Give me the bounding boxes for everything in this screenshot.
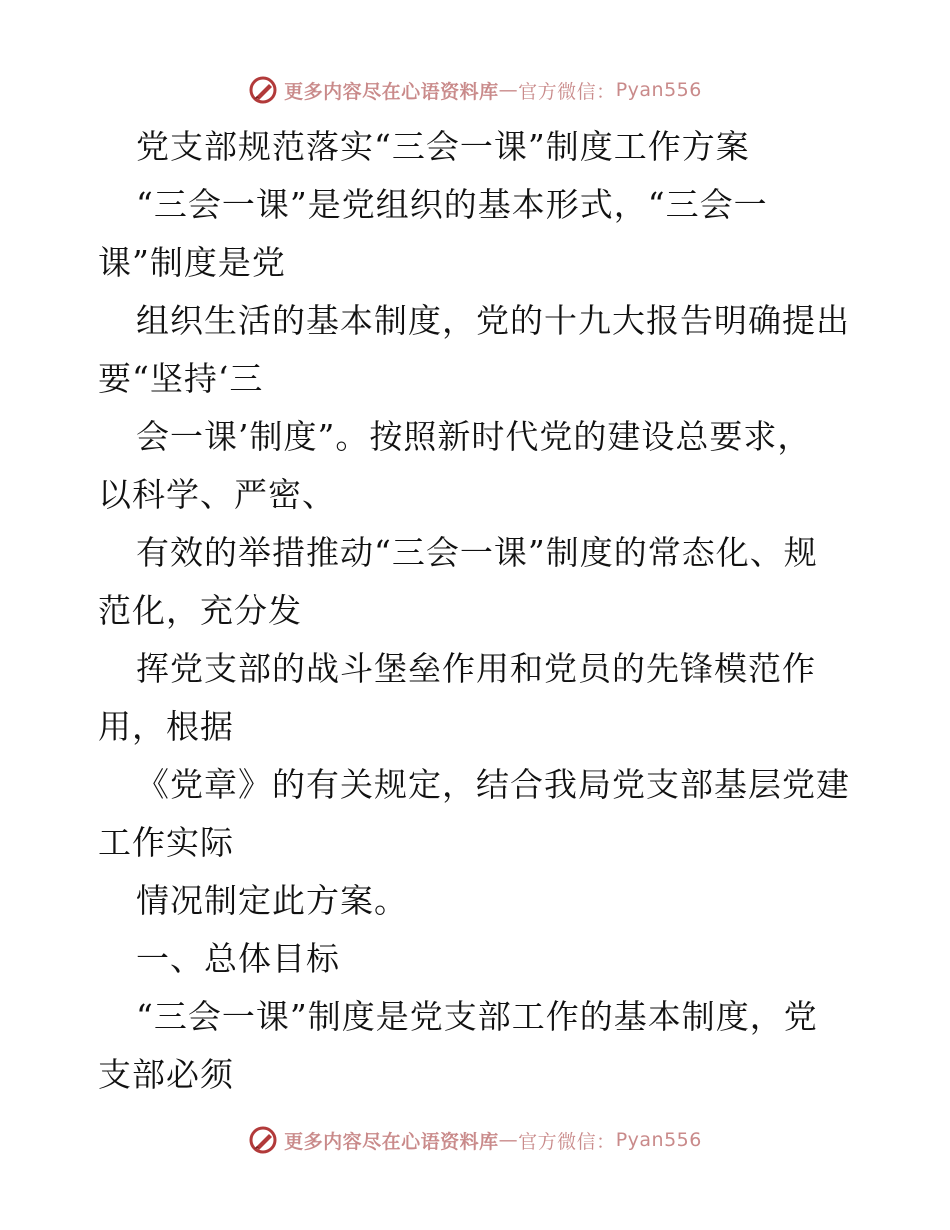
paragraph-line: 用，根据 [98,707,234,746]
paragraph-line: 情况制定此方案。 [136,881,408,920]
logo-icon [248,1125,278,1155]
paragraph-line: 课”制度是党 [98,243,286,282]
document-body [98,118,858,1104]
document-title: 党支部规范落实“三会一课”制度工作方案 [136,127,750,166]
paragraph-line: 支部必须 [98,1055,234,1094]
watermark-footer [0,1120,950,1160]
paragraph-line: “三会一课”是党组织的基本形式，“三会一 [136,185,768,224]
paragraph-line: 组织生活的基本制度，党的十九大报告明确提出 [136,301,850,340]
paragraph-line: 以科学、严密、 [98,475,336,514]
watermark-main-text: 更多内容尽在心语资料库 [284,80,499,103]
watermark-dash: — [498,79,519,101]
section-heading: 一、总体目标 [136,939,340,978]
logo-icon [248,75,278,105]
watermark-dash: — [498,1129,519,1151]
paragraph-line: 范化，充分发 [98,591,302,630]
watermark-main-text: 更多内容尽在心语资料库 [284,1130,499,1153]
paragraph-line: 工作实际 [98,823,234,862]
paragraph-line: 《党章》的有关规定，结合我局党支部基层党建 [136,765,850,804]
watermark-wechat-id: Pyan556 [615,1129,702,1151]
watermark-header [0,70,950,110]
paragraph-line: 会一课’制度”。按照新时代党的建设总要求， [136,417,812,456]
paragraph-line: 挥党支部的战斗堡垒作用和党员的先锋模范作 [136,649,816,688]
watermark-wechat-label: 官方微信： [518,1130,616,1153]
paragraph-line: “三会一课”制度是党支部工作的基本制度，党 [136,997,818,1036]
watermark-wechat-label: 官方微信： [518,80,616,103]
watermark-wechat-id: Pyan556 [615,79,702,101]
paragraph-line: 有效的举措推动“三会一课”制度的常态化、规 [136,533,818,572]
paragraph-line: 要“坚持‘三 [98,359,264,398]
